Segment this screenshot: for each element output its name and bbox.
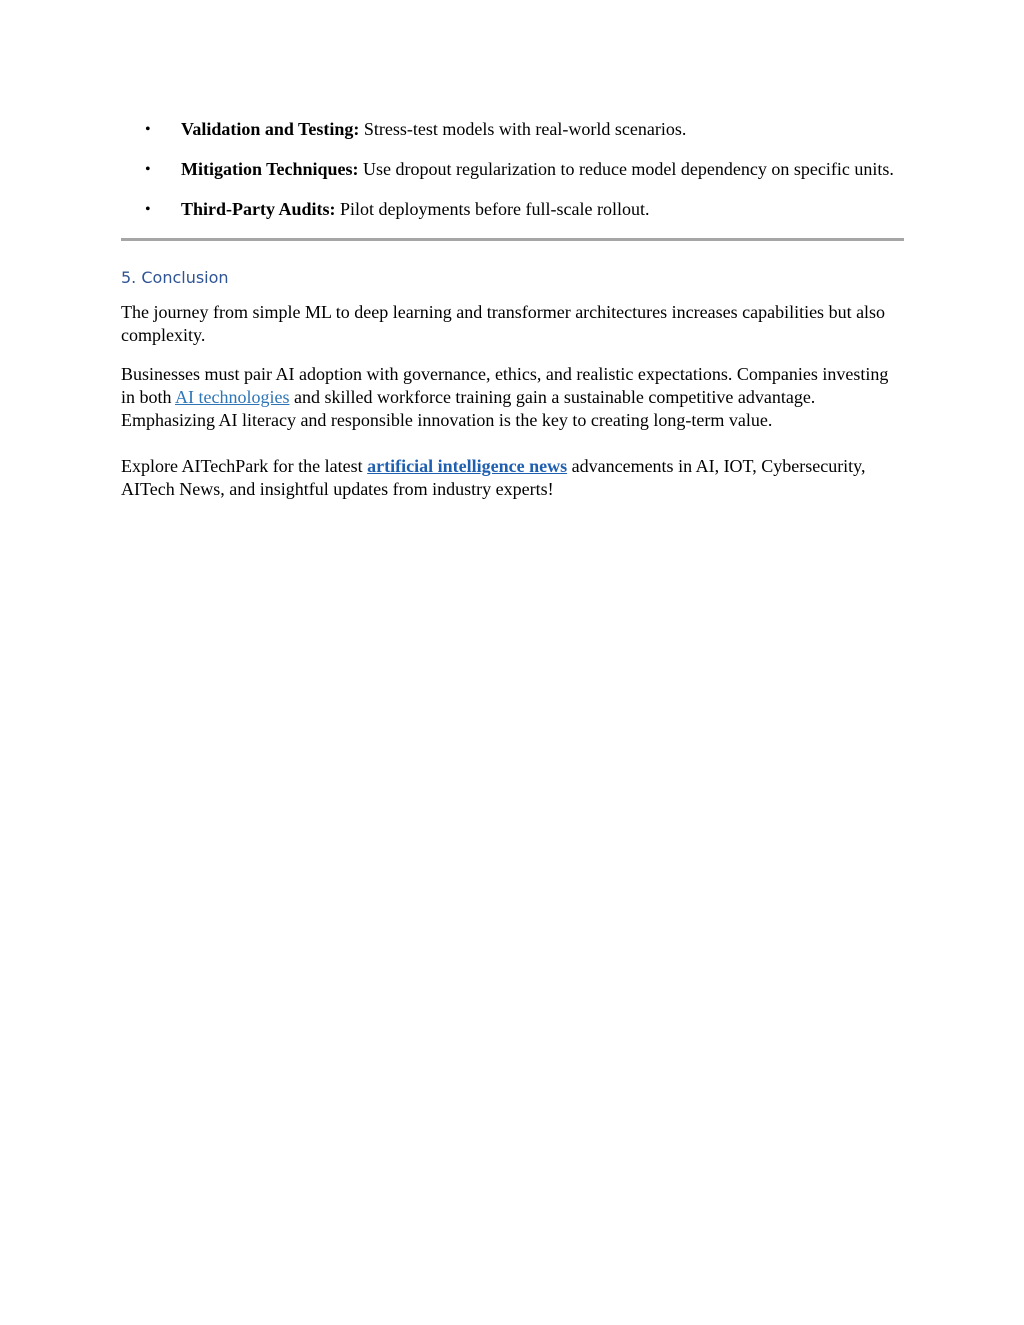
bullet-term: Validation and Testing: — [181, 119, 360, 139]
paragraph-text: advancements in AI, IOT, Cybersecurity, AITech News, and insightful updates from industry experts! — [121, 456, 866, 499]
list-item — [121, 118, 904, 141]
document-page — [121, 118, 904, 501]
paragraph-explore — [121, 455, 904, 501]
bullet-dot-icon: • — [145, 201, 151, 218]
bullet-term: Mitigation Techniques: — [181, 159, 359, 179]
paragraph-text: Businesses must pair AI adoption with governance, ethics, and realistic expectations. Companies investing in both — [121, 364, 889, 407]
paragraph-text: The journey from simple ML to deep learning and transformer architectures increases capabilities but also complexity. — [121, 302, 886, 345]
paragraph-text: and skilled workforce training gain a sustainable competitive advantage. Emphasizing AI literacy and responsible innovation is the key to creating long-term value. — [121, 387, 816, 430]
section-heading: 5. Conclusion — [121, 268, 229, 287]
paragraph-journey — [121, 301, 904, 347]
bullet-text: Pilot deployments before full-scale rollout. — [335, 199, 650, 219]
paragraph-text: Explore AITechPark for the latest — [121, 456, 368, 476]
bullet-text: Use dropout regularization to reduce model dependency on specific units. — [358, 159, 894, 179]
bullet-dot-icon: • — [145, 121, 151, 138]
paragraph-businesses — [121, 363, 904, 432]
list-item — [121, 198, 904, 221]
bullet-dot-icon: • — [145, 161, 151, 178]
bullet-term: Third-Party Audits: — [181, 199, 336, 219]
bullet-list — [121, 118, 904, 221]
bullet-text: Stress-test models with real-world scenarios. — [359, 119, 687, 139]
ai-technologies-link[interactable]: AI technologies — [175, 387, 290, 407]
list-item — [121, 158, 904, 181]
horizontal-divider — [121, 238, 904, 241]
ai-news-link[interactable]: artificial intelligence news — [367, 456, 568, 476]
